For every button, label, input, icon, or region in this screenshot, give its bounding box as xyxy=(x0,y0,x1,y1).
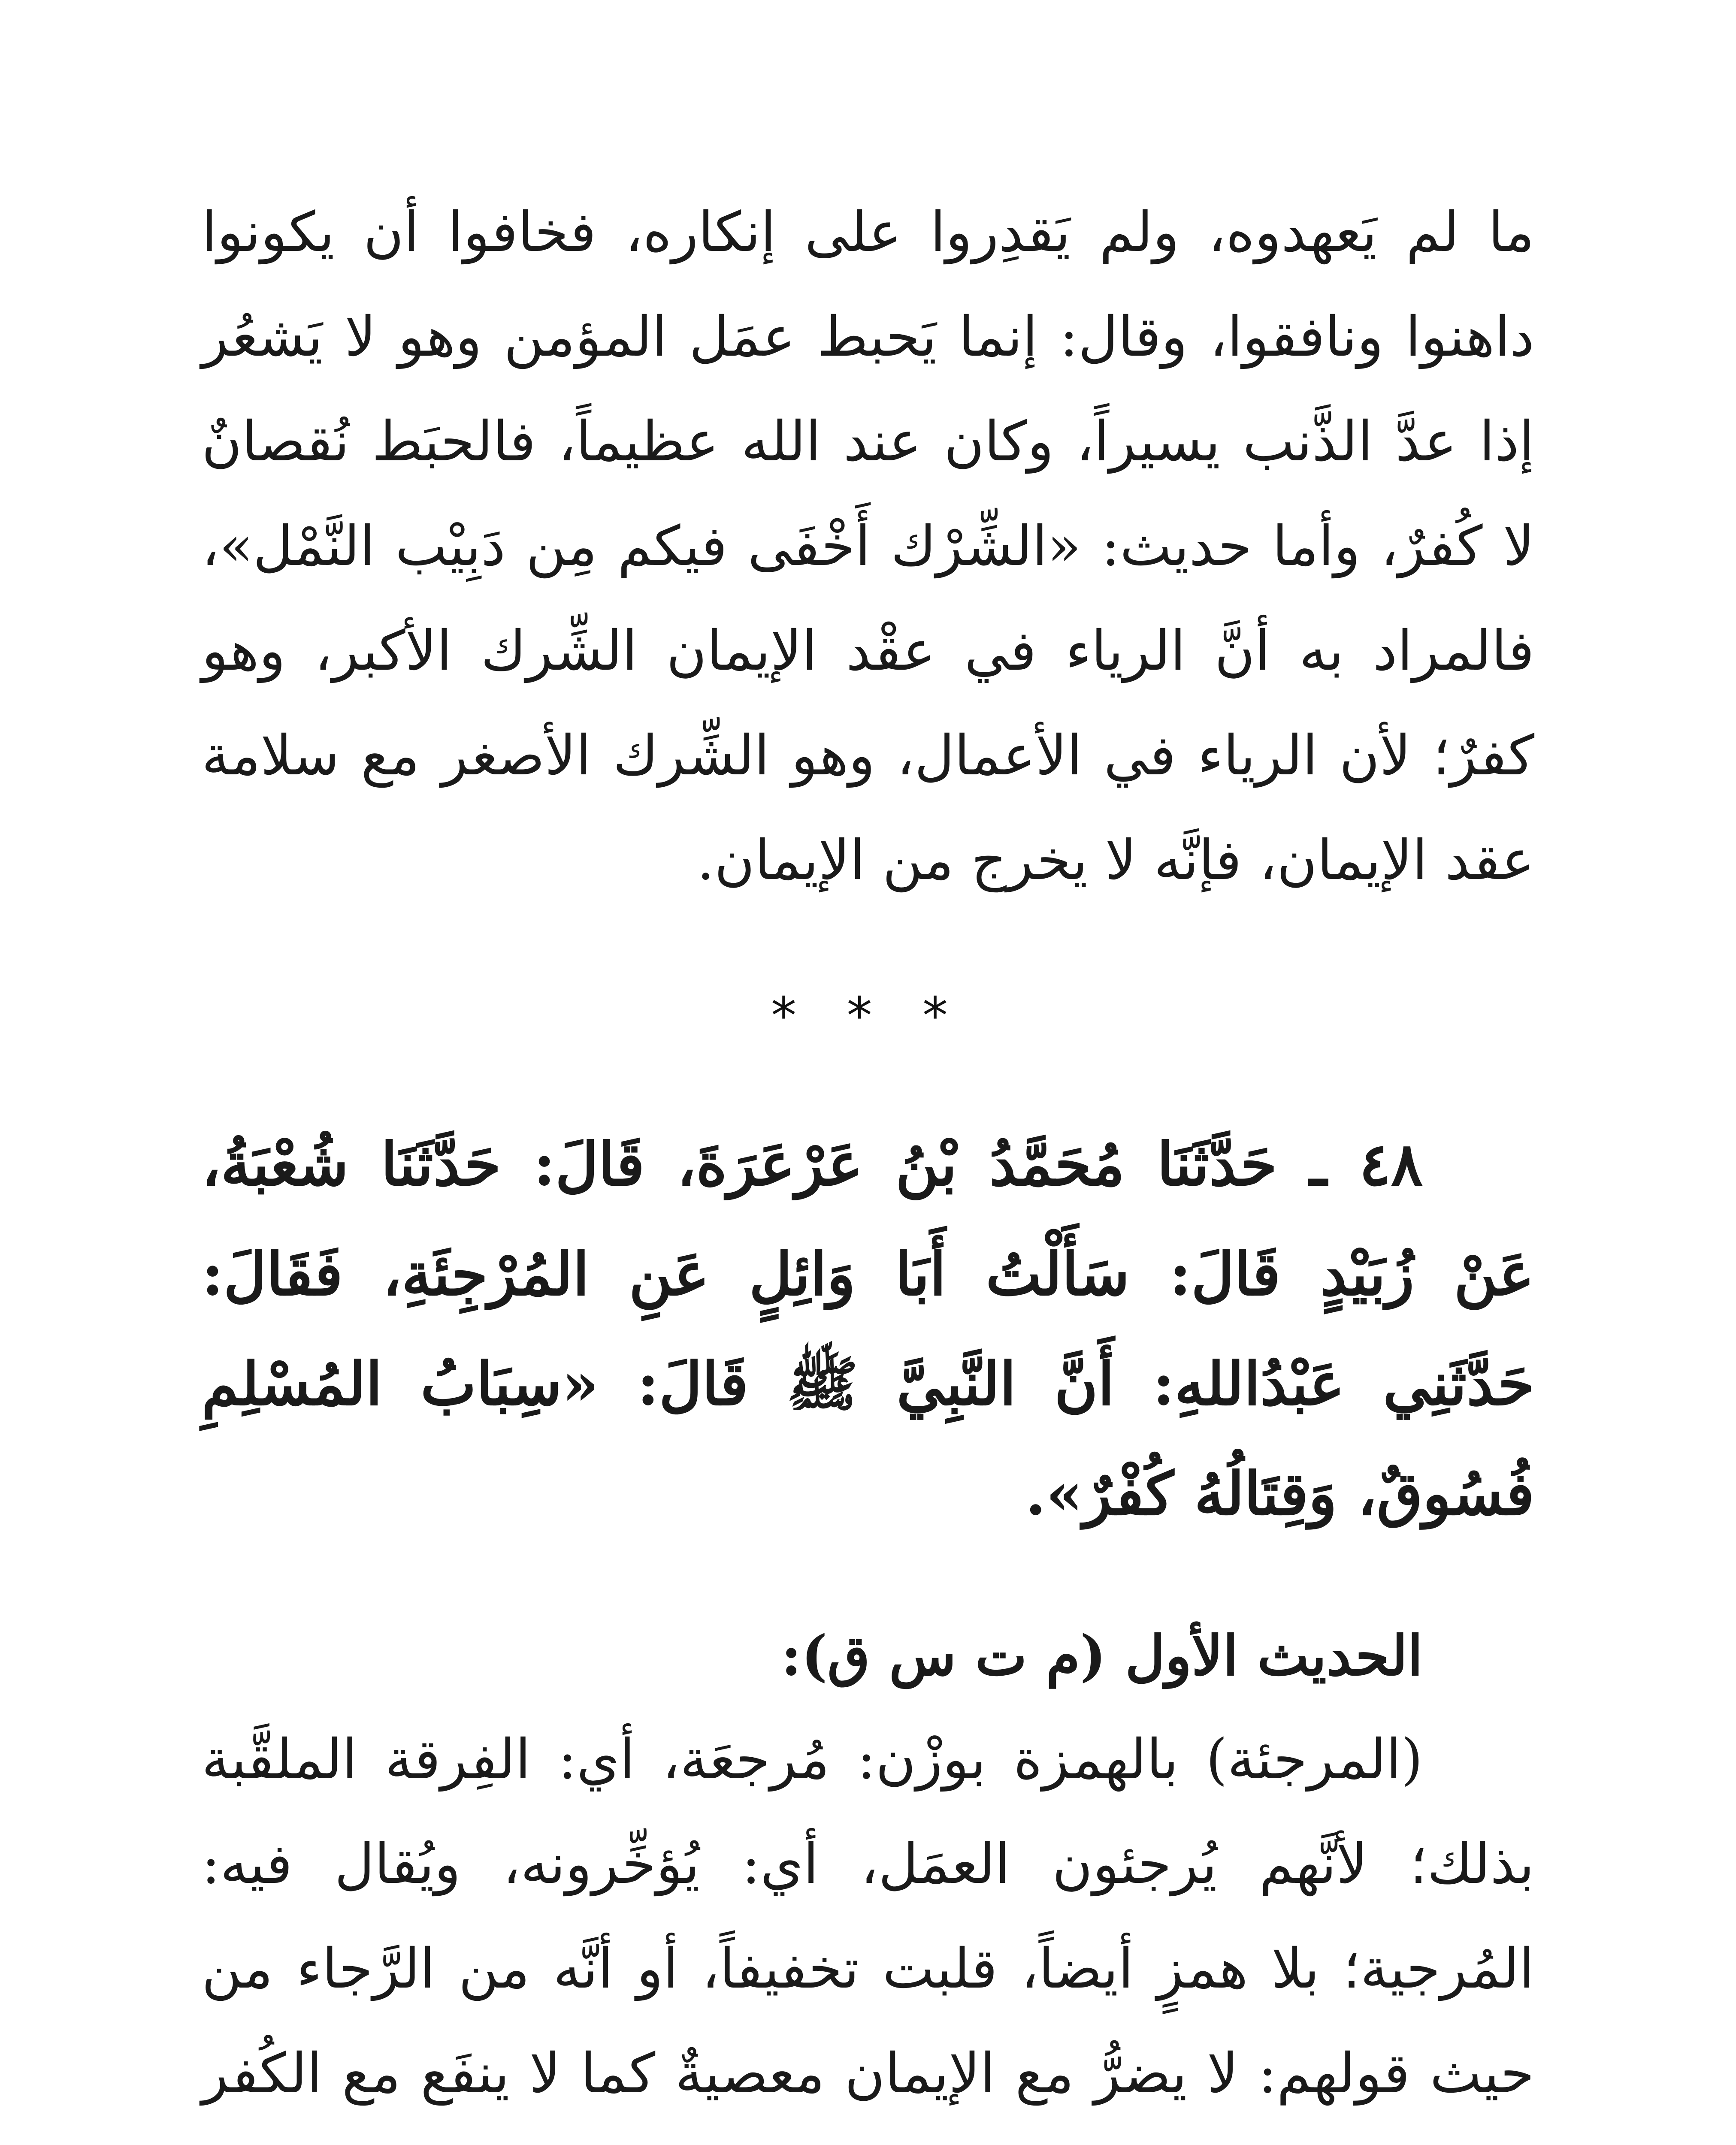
section-heading: الحديث الأول (م ت س ق): xyxy=(781,1624,1423,1688)
commentary-paragraph-1: (المرجئة) بالهمزة بوزْن: مُرجعَة، أي: الفِرقة الملقَّبة بذلك؛ لأنَّهم يُرجئون العمَل، أي: يُؤخِّرونه، ويُقال فيه: المُرجية؛ بلا همزٍ أيضاً، قلبت تخفيفاً، أو أنَّه من الرَّجاء من حيث قولهم: لا يضرُّ مع الإيمان معصيةٌ كما لا ينفَع مع الكُفر xyxy=(202,1728,1535,2106)
book-page xyxy=(202,180,1534,2145)
hadith-text: ٤٨ ـ حَدَّثَنَا مُحَمَّدُ بْنُ عَرْعَرَةَ، قَالَ: حَدَّثَنَا شُعْبَةُ، عَنْ زُبَيْدٍ قَالَ: سَأَلْتُ أَبَا وَائِلٍ عَنِ المُرْجِئَةِ، فَقَالَ: حَدَّثَنِي عَبْدُاللهِ: أَنَّ النَّبِيَّ ﷺ قَالَ: «سِبَابُ المُسْلِمِ فُسُوقٌ، وَقِتَالُهُ كُفْرٌ». xyxy=(202,1129,1534,1529)
section-divider: * * * xyxy=(771,986,965,1045)
intro-paragraph: ما لم يَعهدوه، ولم يَقدِروا على إنكاره، فخافوا أن يكونوا داهنوا ونافقوا، وقال: إنما يَحبط عمَل المؤمن وهو لا يَشعُر إذا عدَّ الذَّنب يسيراً، وكان عند الله عظيماً، فالحبَط نُقصانٌ لا كُفرٌ، وأما حديث: «الشِّرْك أَخْفَى فيكم مِن دَبِيْب النَّمْل»، فالمراد به أنَّ الرياء في عقْد الإيمان الشِّرك الأكبر، وهو كفرٌ؛ لأن الرياء في الأعمال، وهو الشِّرك الأصغر مع سلامة عقد الإيمان، فإنَّه لا يخرج من الإيمان. xyxy=(202,200,1535,892)
